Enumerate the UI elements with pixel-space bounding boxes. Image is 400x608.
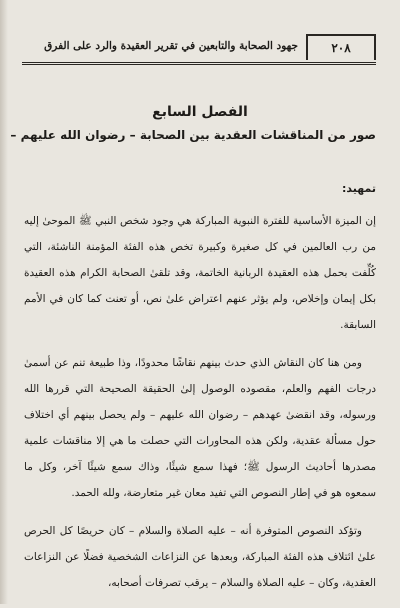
paragraph-1: إن الميزة الأساسية للفترة النبوية المباركة هي وجود شخص النبي ﷺ الموحىٰ إليه من رب العالمين في كل صغيرة وكبيرة تخص هذه الفئة المؤمنة الناشئة، التي كُلِّفت بحمل هذه العقيدة الربانية الخاتمة، وقد تلقىٰ الصحابة الكرام هذه العقيدة بكل إيمان وإخلاص، ولم يؤثر عنهم اعتراض علىٰ نص، أو تعنت كما كان في الأمم السابقة. — [24, 215, 376, 331]
page-gutter-shadow — [0, 0, 8, 604]
paragraph-3: وتؤكد النصوص المتوفرة أنه – عليه الصلاة والسلام – كان حريصًا كل الحرص علىٰ ائتلاف هذه الفئة المباركة، وبعدها عن النزاعات الشخصية فضلًا عن النزاعات العقدية، وكان – عليه الصلاة والسلام – يرقب تصرفات أصحابه، — [24, 525, 376, 589]
paragraph-2: ومن هنا كان النقاش الذي حدث بينهم نقاشًا محدودًا، وذا طبيعة تنم عن أسمىٰ درجات الفهم والعلم، مقصوده الوصول إلىٰ الحقيقة الصحيحة التي قررها الله ورسوله، وقد انقضىٰ عهدهم – رضوان الله عليهم – ولم يحصل بينهم أي اختلاف حول مسألة عقدية، ولكن هذه المحاورات التي حصلت ما هي إلا مناقشات علمية مصدرها أحاديث الرسول ﷺ؛ فهذا سمع شيئًا، وذاك سمع شيئًا آخر، وكل ما سمعوه هو في إطار النصوص التي تفيد معان غير متعارضة، ولله الحمد. — [24, 357, 376, 499]
intro-label: تمهيد: — [341, 182, 376, 195]
running-title: جهود الصحابة والتابعين في تقرير العقيدة والرد على الفرق — [44, 40, 298, 52]
page-number: ٢٠٨ — [306, 34, 376, 60]
chapter-heading — [10, 104, 376, 142]
page-header — [22, 30, 376, 65]
chapter-subtitle: صور من المناقشات العقدية بين الصحابة – رضوان الله عليهم – — [10, 128, 376, 142]
chapter-title: الفصل السابع — [152, 104, 248, 120]
body-text — [24, 176, 376, 608]
